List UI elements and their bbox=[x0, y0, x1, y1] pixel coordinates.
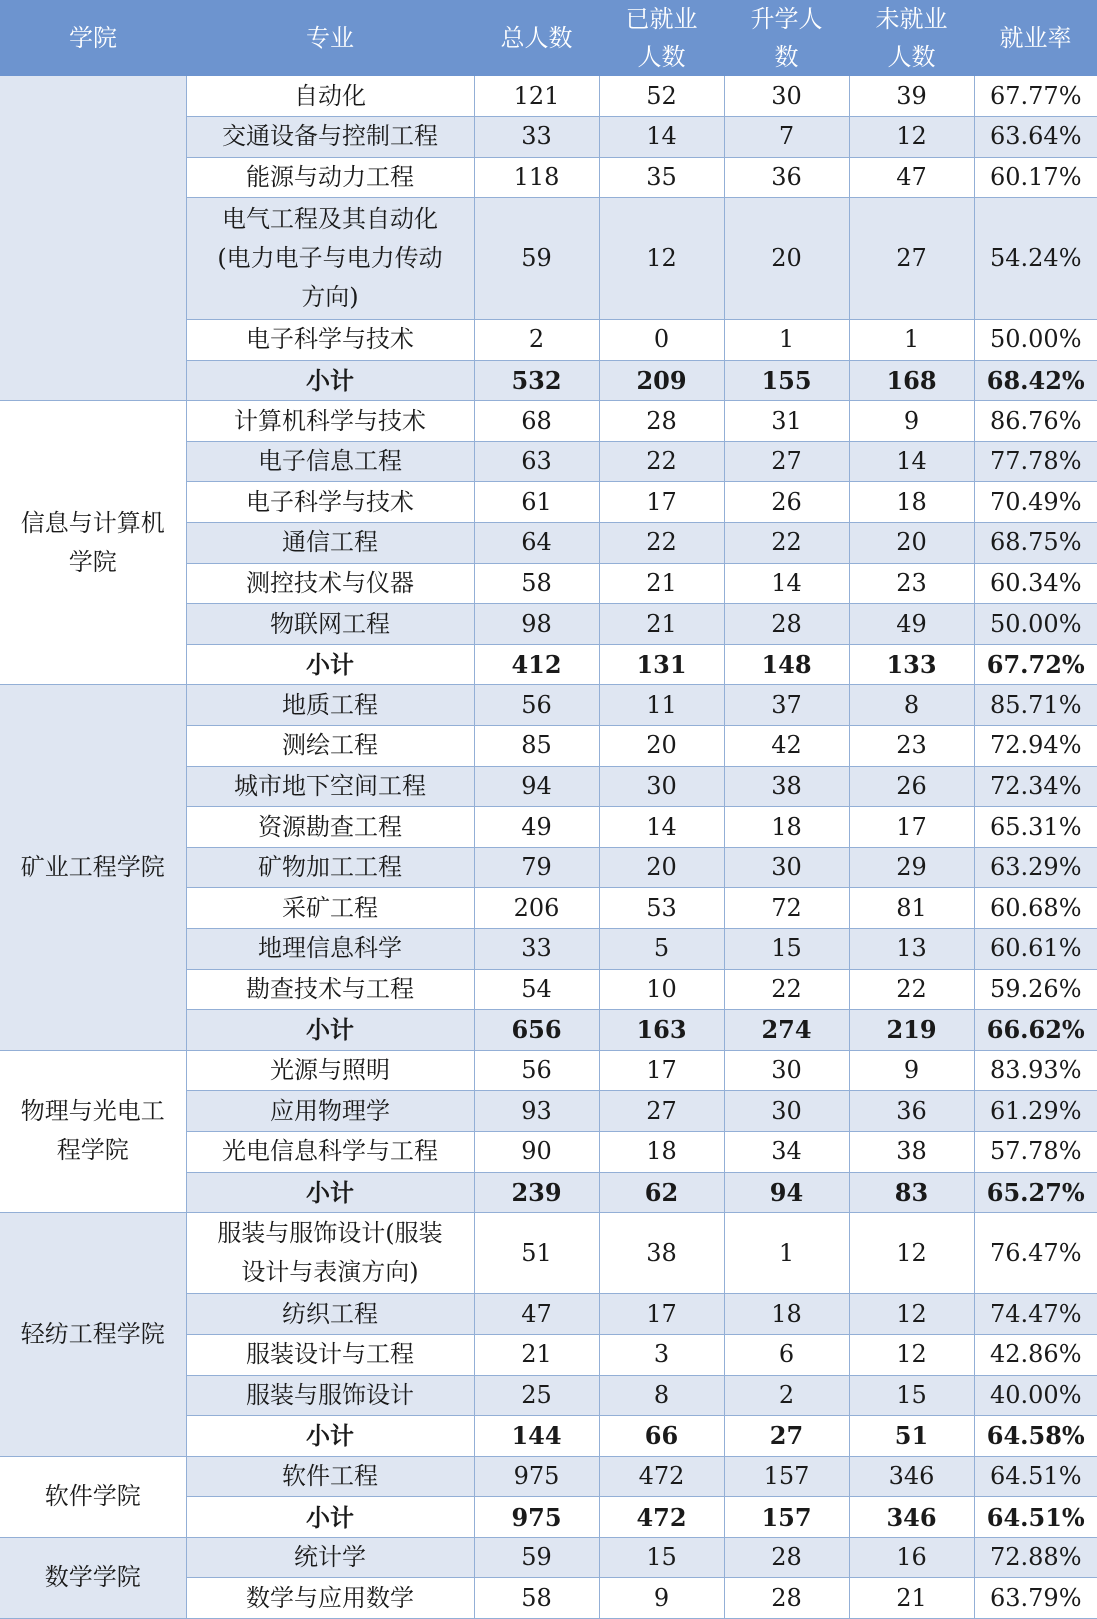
major-cell: 电子科学与技术 bbox=[186, 320, 474, 361]
rate-cell: 60.34% bbox=[974, 563, 1097, 604]
total-cell: 94 bbox=[474, 766, 599, 807]
major-cell: 小计 bbox=[186, 1416, 474, 1457]
employed-cell: 28 bbox=[599, 401, 724, 442]
rate-cell: 86.76% bbox=[974, 401, 1097, 442]
further-study-cell: 42 bbox=[724, 726, 849, 767]
total-cell: 239 bbox=[474, 1172, 599, 1213]
employed-cell: 66 bbox=[599, 1416, 724, 1457]
rate-cell: 59.26% bbox=[974, 969, 1097, 1010]
further-study-cell: 27 bbox=[724, 441, 849, 482]
major-cell: 电气工程及其自动化 (电力电子与电力传动 方向) bbox=[186, 198, 474, 320]
rate-cell: 63.29% bbox=[974, 847, 1097, 888]
total-cell: 51 bbox=[474, 1213, 599, 1294]
unemployed-cell: 22 bbox=[849, 969, 974, 1010]
unemployed-cell: 168 bbox=[849, 360, 974, 401]
unemployed-cell: 39 bbox=[849, 76, 974, 117]
college-cell: 矿业工程学院 bbox=[0, 685, 186, 1050]
rate-cell: 64.51% bbox=[974, 1456, 1097, 1497]
total-cell: 61 bbox=[474, 482, 599, 523]
rate-cell: 67.77% bbox=[974, 76, 1097, 117]
header-total: 总人数 bbox=[500, 24, 573, 52]
table-row bbox=[0, 1213, 1097, 1294]
total-cell: 59 bbox=[474, 1537, 599, 1578]
employed-cell: 209 bbox=[599, 360, 724, 401]
rate-cell: 42.86% bbox=[974, 1334, 1097, 1375]
employed-cell: 11 bbox=[599, 685, 724, 726]
major-cell: 软件工程 bbox=[186, 1456, 474, 1497]
major-cell: 光源与照明 bbox=[186, 1050, 474, 1091]
employed-cell: 53 bbox=[599, 888, 724, 929]
further-study-cell: 155 bbox=[724, 360, 849, 401]
header-unemployed: 未就业 人数 bbox=[875, 5, 948, 71]
further-study-cell: 15 bbox=[724, 928, 849, 969]
major-cell: 测控技术与仪器 bbox=[186, 563, 474, 604]
further-study-cell: 38 bbox=[724, 766, 849, 807]
unemployed-cell: 16 bbox=[849, 1537, 974, 1578]
further-study-cell: 274 bbox=[724, 1010, 849, 1051]
unemployed-cell: 8 bbox=[849, 685, 974, 726]
further-study-cell: 34 bbox=[724, 1131, 849, 1172]
employed-cell: 21 bbox=[599, 604, 724, 645]
rate-cell: 60.61% bbox=[974, 928, 1097, 969]
employed-cell: 62 bbox=[599, 1172, 724, 1213]
unemployed-cell: 13 bbox=[849, 928, 974, 969]
unemployed-cell: 14 bbox=[849, 441, 974, 482]
employed-cell: 20 bbox=[599, 726, 724, 767]
total-cell: 33 bbox=[474, 928, 599, 969]
total-cell: 68 bbox=[474, 401, 599, 442]
major-cell: 数学与应用数学 bbox=[186, 1578, 474, 1619]
unemployed-cell: 83 bbox=[849, 1172, 974, 1213]
major-cell: 小计 bbox=[186, 360, 474, 401]
rate-cell: 65.31% bbox=[974, 807, 1097, 848]
further-study-cell: 72 bbox=[724, 888, 849, 929]
header-college: 学院 bbox=[69, 24, 117, 52]
header-row bbox=[0, 0, 1097, 76]
unemployed-cell: 219 bbox=[849, 1010, 974, 1051]
total-cell: 58 bbox=[474, 1578, 599, 1619]
major-cell: 小计 bbox=[186, 1497, 474, 1538]
major-cell: 计算机科学与技术 bbox=[186, 401, 474, 442]
total-cell: 144 bbox=[474, 1416, 599, 1457]
major-cell: 能源与动力工程 bbox=[186, 157, 474, 198]
further-study-cell: 26 bbox=[724, 482, 849, 523]
unemployed-cell: 12 bbox=[849, 117, 974, 158]
employed-cell: 22 bbox=[599, 441, 724, 482]
further-study-cell: 18 bbox=[724, 807, 849, 848]
further-study-cell: 2 bbox=[724, 1375, 849, 1416]
further-study-cell: 30 bbox=[724, 1091, 849, 1132]
rate-cell: 64.58% bbox=[974, 1416, 1097, 1457]
employed-cell: 17 bbox=[599, 482, 724, 523]
further-study-cell: 14 bbox=[724, 563, 849, 604]
rate-cell: 63.64% bbox=[974, 117, 1097, 158]
total-cell: 59 bbox=[474, 198, 599, 320]
unemployed-cell: 15 bbox=[849, 1375, 974, 1416]
employed-cell: 38 bbox=[599, 1213, 724, 1294]
major-cell: 地理信息科学 bbox=[186, 928, 474, 969]
employed-cell: 3 bbox=[599, 1334, 724, 1375]
college-cell: 物理与光电工 程学院 bbox=[0, 1050, 186, 1212]
further-study-cell: 1 bbox=[724, 1213, 849, 1294]
table-row bbox=[0, 1537, 1097, 1578]
rate-cell: 72.94% bbox=[974, 726, 1097, 767]
unemployed-cell: 23 bbox=[849, 726, 974, 767]
employed-cell: 21 bbox=[599, 563, 724, 604]
further-study-cell: 37 bbox=[724, 685, 849, 726]
total-cell: 90 bbox=[474, 1131, 599, 1172]
table-row bbox=[0, 401, 1097, 442]
total-cell: 532 bbox=[474, 360, 599, 401]
major-cell: 电子信息工程 bbox=[186, 441, 474, 482]
total-cell: 21 bbox=[474, 1334, 599, 1375]
total-cell: 47 bbox=[474, 1294, 599, 1335]
total-cell: 56 bbox=[474, 685, 599, 726]
major-cell: 自动化 bbox=[186, 76, 474, 117]
rate-cell: 70.49% bbox=[974, 482, 1097, 523]
employed-cell: 17 bbox=[599, 1050, 724, 1091]
employed-cell: 14 bbox=[599, 117, 724, 158]
employed-cell: 22 bbox=[599, 523, 724, 564]
total-cell: 58 bbox=[474, 563, 599, 604]
college-cell: 数学学院 bbox=[0, 1537, 186, 1618]
major-cell: 物联网工程 bbox=[186, 604, 474, 645]
unemployed-cell: 20 bbox=[849, 523, 974, 564]
total-cell: 54 bbox=[474, 969, 599, 1010]
rate-cell: 67.72% bbox=[974, 644, 1097, 685]
employed-cell: 12 bbox=[599, 198, 724, 320]
rate-cell: 63.79% bbox=[974, 1578, 1097, 1619]
unemployed-cell: 29 bbox=[849, 847, 974, 888]
college-cell: 软件学院 bbox=[0, 1456, 186, 1537]
unemployed-cell: 346 bbox=[849, 1497, 974, 1538]
header-employed: 已就业 人数 bbox=[625, 5, 698, 71]
major-cell: 矿物加工工程 bbox=[186, 847, 474, 888]
total-cell: 56 bbox=[474, 1050, 599, 1091]
header-rate: 就业率 bbox=[999, 24, 1072, 52]
major-cell: 资源勘查工程 bbox=[186, 807, 474, 848]
unemployed-cell: 1 bbox=[849, 320, 974, 361]
employed-cell: 35 bbox=[599, 157, 724, 198]
header-major: 专业 bbox=[306, 24, 354, 52]
further-study-cell: 7 bbox=[724, 117, 849, 158]
total-cell: 85 bbox=[474, 726, 599, 767]
rate-cell: 50.00% bbox=[974, 320, 1097, 361]
college-cell: 信息与计算机 学院 bbox=[0, 401, 186, 685]
major-cell: 纺织工程 bbox=[186, 1294, 474, 1335]
further-study-cell: 28 bbox=[724, 604, 849, 645]
major-cell: 城市地下空间工程 bbox=[186, 766, 474, 807]
employed-cell: 131 bbox=[599, 644, 724, 685]
employed-cell: 472 bbox=[599, 1497, 724, 1538]
unemployed-cell: 18 bbox=[849, 482, 974, 523]
unemployed-cell: 12 bbox=[849, 1294, 974, 1335]
employed-cell: 10 bbox=[599, 969, 724, 1010]
further-study-cell: 22 bbox=[724, 523, 849, 564]
unemployed-cell: 47 bbox=[849, 157, 974, 198]
rate-cell: 60.17% bbox=[974, 157, 1097, 198]
college-cell: 轻纺工程学院 bbox=[0, 1213, 186, 1457]
further-study-cell: 28 bbox=[724, 1578, 849, 1619]
further-study-cell: 6 bbox=[724, 1334, 849, 1375]
further-study-cell: 36 bbox=[724, 157, 849, 198]
employed-cell: 0 bbox=[599, 320, 724, 361]
table-row bbox=[0, 1456, 1097, 1497]
further-study-cell: 28 bbox=[724, 1537, 849, 1578]
table-row bbox=[0, 1050, 1097, 1091]
major-cell: 服装与服饰设计(服装 设计与表演方向) bbox=[186, 1213, 474, 1294]
further-study-cell: 18 bbox=[724, 1294, 849, 1335]
rate-cell: 76.47% bbox=[974, 1213, 1097, 1294]
major-cell: 小计 bbox=[186, 644, 474, 685]
table-row bbox=[0, 76, 1097, 117]
total-cell: 49 bbox=[474, 807, 599, 848]
major-cell: 应用物理学 bbox=[186, 1091, 474, 1132]
table-row bbox=[0, 685, 1097, 726]
total-cell: 975 bbox=[474, 1497, 599, 1538]
major-cell: 通信工程 bbox=[186, 523, 474, 564]
major-cell: 交通设备与控制工程 bbox=[186, 117, 474, 158]
rate-cell: 74.47% bbox=[974, 1294, 1097, 1335]
unemployed-cell: 346 bbox=[849, 1456, 974, 1497]
total-cell: 98 bbox=[474, 604, 599, 645]
major-cell: 光电信息科学与工程 bbox=[186, 1131, 474, 1172]
unemployed-cell: 9 bbox=[849, 401, 974, 442]
rate-cell: 61.29% bbox=[974, 1091, 1097, 1132]
unemployed-cell: 51 bbox=[849, 1416, 974, 1457]
further-study-cell: 20 bbox=[724, 198, 849, 320]
major-cell: 电子科学与技术 bbox=[186, 482, 474, 523]
further-study-cell: 31 bbox=[724, 401, 849, 442]
employed-cell: 472 bbox=[599, 1456, 724, 1497]
rate-cell: 57.78% bbox=[974, 1131, 1097, 1172]
major-cell: 测绘工程 bbox=[186, 726, 474, 767]
further-study-cell: 157 bbox=[724, 1456, 849, 1497]
major-cell: 服装与服饰设计 bbox=[186, 1375, 474, 1416]
unemployed-cell: 26 bbox=[849, 766, 974, 807]
total-cell: 25 bbox=[474, 1375, 599, 1416]
employed-cell: 163 bbox=[599, 1010, 724, 1051]
rate-cell: 72.34% bbox=[974, 766, 1097, 807]
total-cell: 64 bbox=[474, 523, 599, 564]
unemployed-cell: 133 bbox=[849, 644, 974, 685]
rate-cell: 54.24% bbox=[974, 198, 1097, 320]
unemployed-cell: 23 bbox=[849, 563, 974, 604]
major-cell: 小计 bbox=[186, 1172, 474, 1213]
major-cell: 小计 bbox=[186, 1010, 474, 1051]
total-cell: 33 bbox=[474, 117, 599, 158]
total-cell: 656 bbox=[474, 1010, 599, 1051]
unemployed-cell: 21 bbox=[849, 1578, 974, 1619]
further-study-cell: 30 bbox=[724, 847, 849, 888]
total-cell: 93 bbox=[474, 1091, 599, 1132]
major-cell: 服装设计与工程 bbox=[186, 1334, 474, 1375]
rate-cell: 40.00% bbox=[974, 1375, 1097, 1416]
rate-cell: 60.68% bbox=[974, 888, 1097, 929]
unemployed-cell: 9 bbox=[849, 1050, 974, 1091]
total-cell: 975 bbox=[474, 1456, 599, 1497]
total-cell: 63 bbox=[474, 441, 599, 482]
major-cell: 统计学 bbox=[186, 1537, 474, 1578]
total-cell: 412 bbox=[474, 644, 599, 685]
further-study-cell: 27 bbox=[724, 1416, 849, 1457]
unemployed-cell: 17 bbox=[849, 807, 974, 848]
further-study-cell: 30 bbox=[724, 76, 849, 117]
total-cell: 118 bbox=[474, 157, 599, 198]
employed-cell: 8 bbox=[599, 1375, 724, 1416]
major-cell: 地质工程 bbox=[186, 685, 474, 726]
unemployed-cell: 49 bbox=[849, 604, 974, 645]
rate-cell: 72.88% bbox=[974, 1537, 1097, 1578]
further-study-cell: 22 bbox=[724, 969, 849, 1010]
rate-cell: 65.27% bbox=[974, 1172, 1097, 1213]
employed-cell: 17 bbox=[599, 1294, 724, 1335]
rate-cell: 50.00% bbox=[974, 604, 1097, 645]
major-cell: 采矿工程 bbox=[186, 888, 474, 929]
rate-cell: 77.78% bbox=[974, 441, 1097, 482]
unemployed-cell: 12 bbox=[849, 1213, 974, 1294]
employed-cell: 27 bbox=[599, 1091, 724, 1132]
further-study-cell: 148 bbox=[724, 644, 849, 685]
total-cell: 2 bbox=[474, 320, 599, 361]
total-cell: 206 bbox=[474, 888, 599, 929]
further-study-cell: 1 bbox=[724, 320, 849, 361]
college-cell bbox=[0, 76, 186, 401]
employed-cell: 20 bbox=[599, 847, 724, 888]
total-cell: 79 bbox=[474, 847, 599, 888]
employed-cell: 15 bbox=[599, 1537, 724, 1578]
major-cell: 勘查技术与工程 bbox=[186, 969, 474, 1010]
unemployed-cell: 36 bbox=[849, 1091, 974, 1132]
employed-cell: 9 bbox=[599, 1578, 724, 1619]
rate-cell: 85.71% bbox=[974, 685, 1097, 726]
employed-cell: 5 bbox=[599, 928, 724, 969]
rate-cell: 64.51% bbox=[974, 1497, 1097, 1538]
employed-cell: 52 bbox=[599, 76, 724, 117]
employed-cell: 30 bbox=[599, 766, 724, 807]
further-study-cell: 30 bbox=[724, 1050, 849, 1091]
total-cell: 121 bbox=[474, 76, 599, 117]
further-study-cell: 157 bbox=[724, 1497, 849, 1538]
unemployed-cell: 81 bbox=[849, 888, 974, 929]
employed-cell: 18 bbox=[599, 1131, 724, 1172]
rate-cell: 68.75% bbox=[974, 523, 1097, 564]
rate-cell: 83.93% bbox=[974, 1050, 1097, 1091]
further-study-cell: 94 bbox=[724, 1172, 849, 1213]
unemployed-cell: 12 bbox=[849, 1334, 974, 1375]
rate-cell: 66.62% bbox=[974, 1010, 1097, 1051]
table-body bbox=[0, 76, 1097, 1619]
unemployed-cell: 38 bbox=[849, 1131, 974, 1172]
table-header bbox=[0, 0, 1097, 76]
header-further-study: 升学人 数 bbox=[750, 5, 823, 71]
employed-cell: 14 bbox=[599, 807, 724, 848]
unemployed-cell: 27 bbox=[849, 198, 974, 320]
rate-cell: 68.42% bbox=[974, 360, 1097, 401]
